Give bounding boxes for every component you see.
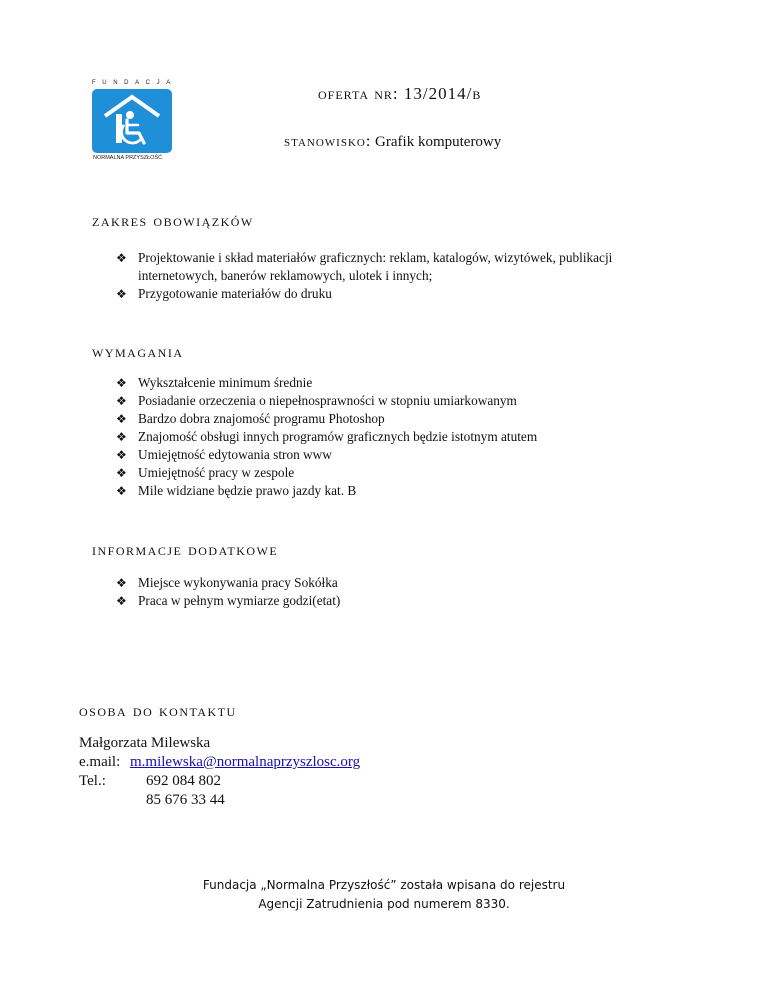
email-link[interactable]: m.milewska@normalnaprzyszlosc.org [130,754,361,770]
list-item: ❖ Umiejętność pracy w zespole [116,465,295,480]
list-item: ❖ Mile widziane będzie prawo jazdy kat. B [116,483,357,498]
foundation-logo [92,89,172,153]
logo-foundation-name: NORMALNA PRZYSZŁOŚĆ [93,155,163,161]
list-item: ❖ Miejsce wykonywania pracy Sokółka [116,575,338,590]
position-line [284,133,501,151]
list-item: ❖ Bardzo dobra znajomość programu Photoshop [116,411,385,426]
diamond-bullet-icon: ❖ [116,594,127,608]
offer-title: oferta nr: 13/2014/b [318,84,482,103]
list-item: ❖ Znajomość obsługi innych programów graficznych będzie istotnym atutem [116,429,538,444]
position-value: Grafik komputerowy [375,134,502,150]
contact-phone-row-2 [79,791,360,810]
diamond-bullet-icon: ❖ [116,484,127,498]
diamond-bullet-icon: ❖ [116,466,127,480]
requirements-heading: wymagania [92,342,184,361]
diamond-bullet-icon: ❖ [116,448,127,462]
additional-info-heading: informacje dodatkowe [92,540,279,559]
list-item-continuation: internetowych, banerów reklamowych, ulotek i innych; [138,268,433,283]
position-label: stanowisko: [284,133,372,150]
contact-phone-row [79,772,360,791]
footer-line-2: Agencji Zatrudnienia pod numerem 8330. [258,897,510,911]
diamond-bullet-icon: ❖ [116,430,127,444]
contact-block [79,734,360,810]
duties-list [116,249,612,303]
diamond-bullet-icon: ❖ [116,412,127,426]
requirements-list [116,374,537,500]
list-item: ❖ Umiejętność edytowania stron www [116,447,332,462]
diamond-bullet-icon: ❖ [116,394,127,408]
list-item: ❖ Przygotowanie materiałów do druku [116,286,332,301]
diamond-bullet-icon: ❖ [116,576,127,590]
list-item: ❖ Praca w pełnym wymiarze godzi(etat) [116,593,341,608]
wheelchair-house-icon [92,89,172,153]
list-item: ❖ Posiadanie orzeczenia o niepełnosprawności w stopniu umiarkowanym [116,393,517,408]
phone-primary: 692 084 802 [146,773,221,789]
diamond-bullet-icon: ❖ [116,376,127,390]
diamond-bullet-icon: ❖ [116,251,127,265]
duties-heading: zakres obowiązków [92,211,254,230]
diamond-bullet-icon: ❖ [116,287,127,301]
additional-info-list [116,574,340,610]
contact-email-row [79,753,360,772]
list-item: ❖ Projektowanie i skład materiałów graficznych: reklam, katalogów, wizytówek, publikacji [116,250,613,265]
contact-name: Małgorzata Milewska [79,735,211,751]
logo-foundation-text: FUNDACJA [92,80,177,86]
list-item: ❖ Wykształcenie minimum średnie [116,375,313,390]
contact-heading: osoba do kontaktu [79,701,237,720]
email-label: e.mail: [79,754,121,770]
phone-secondary: 85 676 33 44 [146,792,225,808]
footer-line-1: Fundacja „Normalna Przyszłość” została wpisana do rejestru [202,878,566,892]
footer-note [0,876,768,914]
tel-label: Tel.: [79,773,106,789]
